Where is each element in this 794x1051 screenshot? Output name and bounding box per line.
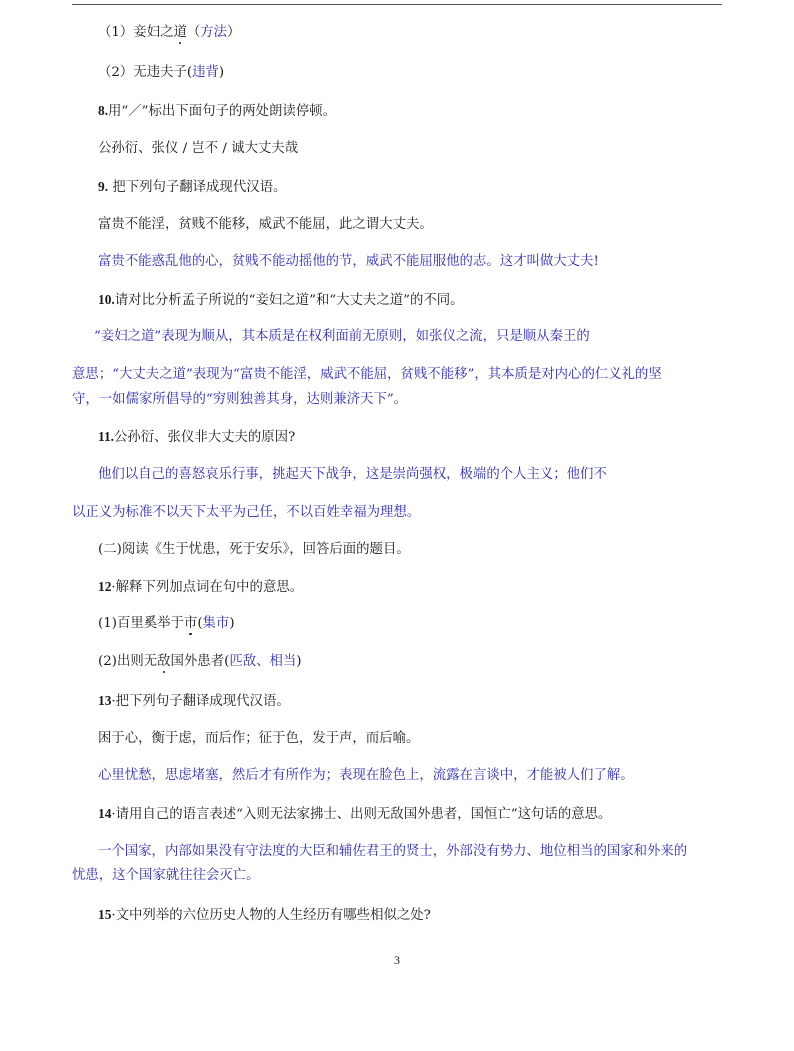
question-10-answer-2: 意思；“大丈夫之道”表现为“富贵不能淫，威武不能屈，贫贱不能移”，其本质是对内心的仁义礼的坚 — [72, 367, 662, 382]
question-12-item-1: (1)百里奚举于市(集市) — [98, 616, 235, 631]
question-11-answer-1: 他们以自己的喜怒哀乐行事，挑起天下战争，这是崇尚强权，极端的个人主义；他们不 — [98, 467, 607, 482]
question-12-item-2: (2)出则无敌国外患者(匹敌、相当) — [98, 654, 302, 669]
question-10: 10.请对比分析孟子所说的“妾妇之道”和“大丈夫之道”的不同。 — [98, 292, 464, 308]
question-13-sentence: 困于心，衡于虑，而后作；征于色，发于声，而后喻。 — [98, 731, 420, 746]
page-number: 3 — [394, 953, 400, 967]
section-2-heading: (二)阅读《生于忧患，死于安乐》，回答后面的题目。 — [98, 542, 410, 557]
dotted-char: 市 — [183, 616, 198, 631]
answer: 违背 — [192, 65, 219, 80]
question-15: 15·文中列举的六位历史人物的人生经历有哪些相似之处? — [98, 907, 431, 923]
dotted-char: 道 — [173, 25, 187, 40]
question-11: 11.公孙衍、张仪非大丈夫的原因? — [98, 429, 296, 445]
question-9: 9. 把下列句子翻译成现代汉语。 — [98, 179, 287, 195]
line-2: （2）无违夫子(违背) — [98, 65, 225, 80]
question-8-sentence: 公孙衍、张仪 / 岂不 / 诚大丈夫哉 — [98, 141, 299, 156]
question-8: 8.用“／”标出下面句子的两处朗读停顿。 — [98, 103, 336, 119]
question-14-answer-1: 一个国家，内部如果没有守法度的大臣和辅佐君王的贤士，外部没有势力、地位相当的国家和外来的 — [98, 844, 688, 859]
answer: 方法 — [200, 25, 228, 40]
question-13: 13·把下列句子翻译成现代汉语。 — [98, 693, 290, 709]
question-9-answer: 富贵不能惑乱他的心，贫贱不能动摇他的节，威武不能屈服他的志。这才叫做大丈夫! — [98, 254, 599, 269]
line-1: （1）妾妇之道（方法） — [98, 25, 241, 40]
question-14: 14·请用自己的语言表述“入则无法家拂士、出则无敌国外患者，国恒亡”这句话的意思。 — [98, 806, 612, 822]
question-10-answer-1: “妾妇之道”表现为顺从，其本质是在权利面前无原则，如张仪之流，只是顺从秦王的 — [94, 329, 590, 344]
answer: 集市 — [202, 616, 230, 631]
header-rule — [72, 4, 722, 5]
question-13-answer: 心里忧愁，思虑堵塞，然后才有所作为；表现在脸色上，流露在言谈中，才能被人们了解。 — [98, 768, 634, 783]
question-12: 12·解释下列加点词在句中的意思。 — [98, 579, 304, 595]
question-11-answer-2: 以正义为标准不以天下太平为己任，不以百姓幸福为理想。 — [72, 505, 421, 520]
dotted-char: 敌 — [157, 654, 171, 669]
question-10-answer-3: 守，一如儒家所倡导的“穷则独善其身，达则兼济天下”。 — [72, 392, 408, 407]
question-9-sentence: 富贵不能淫，贫贱不能移，威武不能屈，此之谓大丈夫。 — [98, 217, 433, 232]
question-14-answer-2: 忧患，这个国家就往往会灭亡。 — [72, 868, 260, 883]
answer: 匹敌、相当 — [229, 654, 297, 669]
